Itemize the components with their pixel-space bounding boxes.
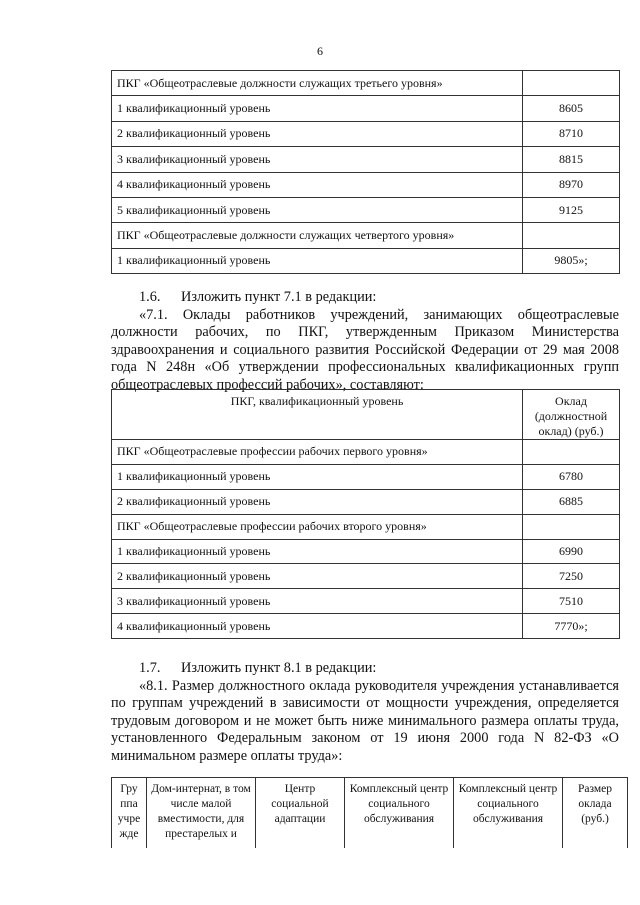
table-row — [112, 223, 620, 248]
table-row — [112, 248, 620, 273]
row-value: 7250 — [523, 564, 620, 589]
row-value: 8710 — [523, 121, 620, 146]
table-row — [112, 197, 620, 222]
row-label: 2 квалификационный уровень — [112, 564, 523, 589]
row-label: ПКГ «Общеотраслевые должности служащих четвертого уровня» — [112, 223, 523, 248]
section-1-7-text: «8.1. Размер должностного оклада руководителя учреждения устанавливается по группам учреждений в зависимости от мощности учреждения, определяется трудовым договором и не может быть ниже минимального размера оплаты труда, установленного Федеральным законом от 19 июня 2000 года N 82-ФЗ «О минимальном размере оплаты труда»: — [111, 677, 619, 764]
row-value: 8815 — [523, 147, 620, 172]
header-complex-center-2: Комплексный центр социального обслуживания — [454, 778, 563, 849]
section-1-7 — [111, 660, 619, 765]
row-label: 3 квалификационный уровень — [112, 147, 523, 172]
row-label: ПКГ «Общеотраслевые профессии рабочих второго уровня» — [112, 514, 523, 539]
row-label: 5 квалификационный уровень — [112, 197, 523, 222]
header-adaptation-center: Центр социальной адаптации — [256, 778, 345, 849]
row-label: 4 квалификационный уровень — [112, 172, 523, 197]
header-salary: Оклад (должностной оклад) (руб.) — [523, 390, 620, 440]
manager-salary-table — [111, 777, 628, 848]
table-header-row — [112, 390, 620, 440]
table-row — [112, 589, 620, 614]
section-1-6-heading — [111, 289, 619, 307]
table-row — [112, 172, 620, 197]
row-value: 9125 — [523, 197, 620, 222]
row-value — [523, 223, 620, 248]
row-label: 1 квалификационный уровень — [112, 248, 523, 273]
table-row — [112, 564, 620, 589]
row-value: 8605 — [523, 96, 620, 121]
table-header-row — [112, 778, 628, 849]
row-label: 4 квалификационный уровень — [112, 614, 523, 639]
header-group: Гру ппа учре жде — [112, 778, 147, 849]
section-1-7-number: 1.7. — [139, 660, 161, 676]
table-row — [112, 464, 620, 489]
table-row — [112, 440, 620, 465]
section-1-6-heading-text: Изложить пункт 7.1 в редакции: — [181, 289, 377, 305]
row-label: ПКГ «Общеотраслевые профессии рабочих первого уровня» — [112, 440, 523, 465]
table-row — [112, 614, 620, 639]
header-complex-center-1: Комплексный центр социального обслуживания — [345, 778, 454, 849]
table-row — [112, 539, 620, 564]
page-number: 6 — [317, 44, 323, 58]
row-value: 8970 — [523, 172, 620, 197]
row-value: 9805»; — [523, 248, 620, 273]
table-row — [112, 121, 620, 146]
table-row — [112, 71, 620, 96]
section-1-7-heading — [111, 660, 619, 678]
row-value — [523, 440, 620, 465]
row-value: 6780 — [523, 464, 620, 489]
row-value: 7510 — [523, 589, 620, 614]
row-value — [523, 71, 620, 96]
header-salary-size: Размер оклада (руб.) — [563, 778, 628, 849]
row-label: 2 квалификационный уровень — [112, 489, 523, 514]
section-1-7-heading-text: Изложить пункт 8.1 в редакции: — [181, 660, 377, 676]
row-label: ПКГ «Общеотраслевые должности служащих третьего уровня» — [112, 71, 523, 96]
salary-table-workers — [111, 389, 620, 639]
section-1-6-text: «7.1. Оклады работников учреждений, занимающих общеотраслевые должности рабочих, по ПКГ, утвержденным Приказом Министерства здравоохранения и социального развития Российской Федерации от 29 мая 2008 года N 248н «Об утверждении профессиональных квалификационных групп общеотраслевых профессий рабочих», составляют: — [111, 306, 619, 393]
row-label: 1 квалификационный уровень — [112, 539, 523, 564]
table-row — [112, 514, 620, 539]
table-row — [112, 489, 620, 514]
section-1-6 — [111, 289, 619, 394]
section-1-6-number: 1.6. — [139, 289, 161, 305]
table-row — [112, 96, 620, 121]
row-label: 1 квалификационный уровень — [112, 96, 523, 121]
row-value — [523, 514, 620, 539]
row-value: 6990 — [523, 539, 620, 564]
salary-table-employees — [111, 70, 620, 274]
row-label: 1 квалификационный уровень — [112, 464, 523, 489]
row-value: 7770»; — [523, 614, 620, 639]
header-boarding-house: Дом-интернат, в том числе малой вместимости, для престарелых и — [147, 778, 256, 849]
row-label: 2 квалификационный уровень — [112, 121, 523, 146]
row-value: 6885 — [523, 489, 620, 514]
header-group-level: ПКГ, квалификационный уровень — [112, 390, 523, 440]
table-row — [112, 147, 620, 172]
row-label: 3 квалификационный уровень — [112, 589, 523, 614]
